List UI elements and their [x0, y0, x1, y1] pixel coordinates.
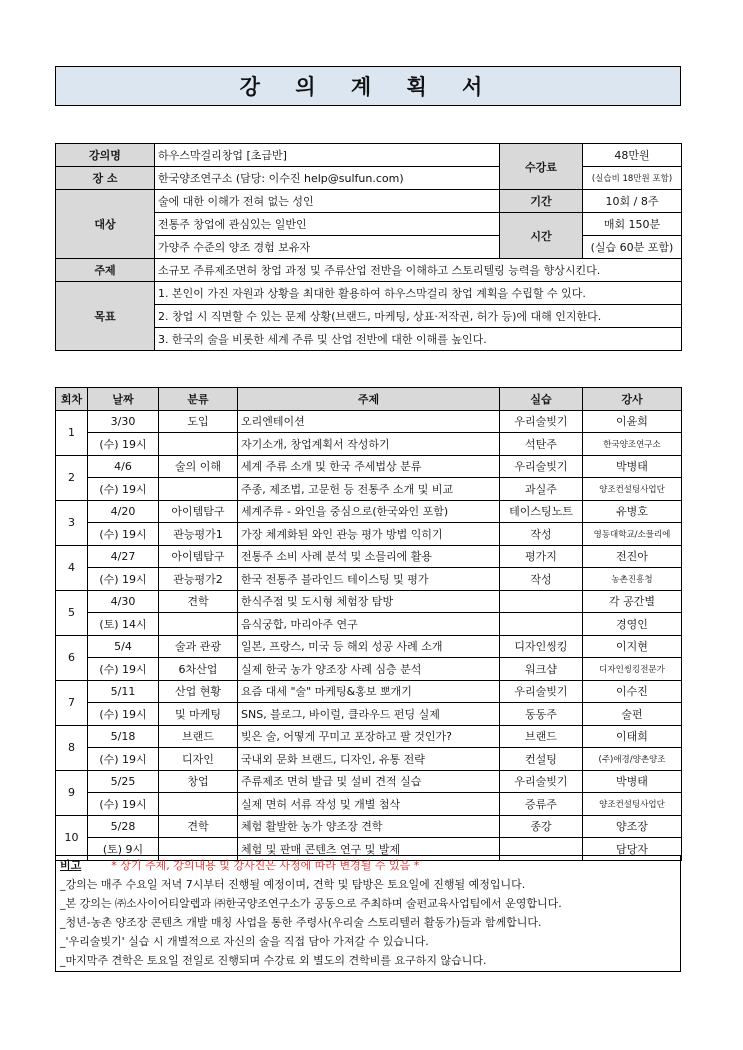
session-time: (수) 19시	[88, 793, 159, 816]
header-lecturer: 강사	[583, 388, 682, 411]
session-practice: 종강	[500, 815, 583, 838]
topic-value: 소규모 주류제조면허 창업 과정 및 주류산업 전반을 이해하고 스토리텔링 능력을 향상시킨다.	[155, 259, 682, 282]
session-category: 견학	[159, 590, 238, 613]
schedule-row	[56, 635, 682, 658]
session-topic: 오리엔테이션	[238, 410, 500, 433]
schedule-row	[56, 793, 682, 816]
session-practice-sub: 동동주	[500, 703, 583, 726]
session-number: 2	[56, 455, 88, 500]
session-topic: 세계 주류 소개 및 한국 주세법상 분류	[238, 455, 500, 478]
session-topic: 일본, 프랑스, 미국 등 해외 성공 사례 소개	[238, 635, 500, 658]
session-category-sub: 6차산업	[159, 658, 238, 681]
session-practice-sub: 과실주	[500, 478, 583, 501]
session-category-sub: 관능평가1	[159, 523, 238, 546]
session-category-sub: 관능평가2	[159, 568, 238, 591]
session-time: (수) 19시	[88, 523, 159, 546]
notes-warning: * 상기 주제, 강의내용 및 강사진은 사정에 따라 변경될 수 있음 *	[111, 859, 420, 872]
note-line: _청년-농촌 양조장 콘텐츠 개발 매칭 사업을 통한 주령사(우리술 스토리텔러 활동가)들과 함께합니다.	[60, 916, 542, 929]
session-lecturer: 유병호	[583, 500, 682, 523]
schedule-row	[56, 815, 682, 838]
note-line: _본 강의는 ㈜소사이어티알렙과 ㈜한국양조연구소가 공동으로 주최하며 술펀교육사업팀에서 운영합니다.	[60, 897, 562, 910]
course-name: 하우스막걸리창업 [초급반]	[155, 144, 500, 167]
session-lecturer: 박병태	[583, 770, 682, 793]
session-affiliation: 담당자	[583, 838, 682, 861]
session-detail: 실제 면허 서류 작성 및 개별 첨삭	[238, 793, 500, 816]
session-time: (수) 19시	[88, 658, 159, 681]
target-label: 대상	[56, 190, 155, 259]
session-practice: 우리술빚기	[500, 680, 583, 703]
session-topic: 요즘 대세 "술" 마케팅&홍보 뽀개기	[238, 680, 500, 703]
session-practice-sub: 증류주	[500, 793, 583, 816]
session-category: 브랜드	[159, 725, 238, 748]
schedule-row	[56, 725, 682, 748]
session-date: 4/30	[88, 590, 159, 613]
session-date: 5/28	[88, 815, 159, 838]
schedule-row	[56, 545, 682, 568]
session-practice: 테이스팅노트	[500, 500, 583, 523]
session-detail: 실제 한국 농가 양조장 사례 심층 분석	[238, 658, 500, 681]
schedule-row	[56, 568, 682, 591]
fee-label: 수강료	[500, 144, 583, 190]
session-affiliation: 디자인씽킹전문가	[583, 658, 682, 681]
course-info-table	[55, 143, 682, 351]
schedule-row	[56, 410, 682, 433]
session-lecturer: 전진아	[583, 545, 682, 568]
header-practice: 실습	[500, 388, 583, 411]
session-topic: 전통주 소비 사례 분석 및 소믈리에 활용	[238, 545, 500, 568]
page-title: 강 의 계 획 서	[55, 66, 681, 106]
session-lecturer: 각 공간별	[583, 590, 682, 613]
target-line: 술에 대한 이해가 전혀 없는 성인	[155, 190, 500, 213]
session-topic: 한식주점 및 도시형 체험장 탐방	[238, 590, 500, 613]
session-date: 5/18	[88, 725, 159, 748]
session-detail: 체험 및 판매 콘텐츠 연구 및 발제	[238, 838, 500, 861]
session-category: 창업	[159, 770, 238, 793]
session-date: 3/30	[88, 410, 159, 433]
session-lecturer: 양조장	[583, 815, 682, 838]
session-detail: 국내외 문화 브랜드, 디자인, 유통 전략	[238, 748, 500, 771]
schedule-row	[56, 433, 682, 456]
session-affiliation: (주)애경/양촌양조	[583, 748, 682, 771]
session-practice	[500, 590, 583, 613]
session-lecturer: 이수진	[583, 680, 682, 703]
session-affiliation: 농촌진흥청	[583, 568, 682, 591]
session-lecturer: 이지현	[583, 635, 682, 658]
period-label: 기간	[500, 190, 583, 213]
session-practice-sub	[500, 613, 583, 636]
session-number: 5	[56, 590, 88, 635]
session-practice-sub: 작성	[500, 523, 583, 546]
schedule-row	[56, 523, 682, 546]
session-lecturer: 이태희	[583, 725, 682, 748]
session-lecturer: 박병태	[583, 455, 682, 478]
session-date: 5/4	[88, 635, 159, 658]
goal-label: 목표	[56, 282, 155, 351]
course-label: 강의명	[56, 144, 155, 167]
schedule-row	[56, 613, 682, 636]
schedule-row	[56, 478, 682, 501]
schedule-row	[56, 500, 682, 523]
header-topic: 주제	[238, 388, 500, 411]
target-line: 전통주 창업에 관심있는 일반인	[155, 213, 500, 236]
session-detail: SNS, 블로그, 바이럴, 클라우드 펀딩 실제	[238, 703, 500, 726]
notes-label: 비고	[60, 859, 82, 872]
session-topic: 빚은 술, 어떻게 꾸미고 포장하고 팔 것인가?	[238, 725, 500, 748]
session-category-sub	[159, 613, 238, 636]
schedule-row	[56, 770, 682, 793]
session-topic: 세계주류 - 와인을 중심으로(한국와인 포함)	[238, 500, 500, 523]
header-date: 날짜	[88, 388, 159, 411]
session-practice: 평가지	[500, 545, 583, 568]
session-number: 10	[56, 815, 88, 860]
session-category-sub	[159, 793, 238, 816]
session-number: 1	[56, 410, 88, 455]
session-practice: 브랜드	[500, 725, 583, 748]
session-category: 아이템탐구	[159, 500, 238, 523]
session-affiliation: 한국양조연구소	[583, 433, 682, 456]
session-category-sub: 및 마케팅	[159, 703, 238, 726]
session-date: 5/11	[88, 680, 159, 703]
topic-label: 주제	[56, 259, 155, 282]
note-line: _'우리술빚기' 실습 시 개별적으로 자신의 술을 직접 담아 가져갈 수 있습니다.	[60, 935, 429, 948]
schedule-row	[56, 455, 682, 478]
session-topic: 체험 활발한 농가 양조장 견학	[238, 815, 500, 838]
session-category-sub	[159, 433, 238, 456]
session-date: 4/27	[88, 545, 159, 568]
session-category-sub: 디자인	[159, 748, 238, 771]
session-detail: 자기소개, 창업계획서 작성하기	[238, 433, 500, 456]
place-label: 장 소	[56, 167, 155, 190]
session-category: 술의 이해	[159, 455, 238, 478]
period-value: 10회 / 8주	[583, 190, 682, 213]
note-line: _마지막주 견학은 토요일 전일로 진행되며 수강료 외 별도의 견학비를 요구하지 않습니다.	[60, 954, 487, 967]
session-affiliation: 경영인	[583, 613, 682, 636]
header-category: 분류	[159, 388, 238, 411]
session-category: 아이템탐구	[159, 545, 238, 568]
session-practice: 우리술빚기	[500, 455, 583, 478]
schedule-row	[56, 590, 682, 613]
goal-line: 1. 본인이 가진 자원과 상황을 최대한 활용하여 하우스막걸리 창업 계획을 수립할 수 있다.	[155, 282, 682, 305]
time-value: 매회 150분	[583, 213, 682, 236]
session-number: 9	[56, 770, 88, 815]
session-number: 3	[56, 500, 88, 545]
schedule-row	[56, 703, 682, 726]
session-category-sub	[159, 478, 238, 501]
session-practice-sub: 작성	[500, 568, 583, 591]
session-time: (수) 19시	[88, 478, 159, 501]
session-number: 4	[56, 545, 88, 590]
session-category: 술과 관광	[159, 635, 238, 658]
session-date: 4/6	[88, 455, 159, 478]
schedule-row	[56, 748, 682, 771]
session-category: 견학	[159, 815, 238, 838]
session-number: 8	[56, 725, 88, 770]
session-practice-sub: 워크샵	[500, 658, 583, 681]
session-category: 산업 현황	[159, 680, 238, 703]
session-practice: 우리술빚기	[500, 410, 583, 433]
session-affiliation: 양조컨설팅사업단	[583, 793, 682, 816]
session-practice: 우리술빚기	[500, 770, 583, 793]
session-affiliation: 영동대학교/소믈리에	[583, 523, 682, 546]
session-time: (수) 19시	[88, 433, 159, 456]
session-practice-sub: 석탄주	[500, 433, 583, 456]
session-date: 4/20	[88, 500, 159, 523]
session-affiliation: 양조컨설팅사업단	[583, 478, 682, 501]
session-detail: 음식궁합, 마리아주 연구	[238, 613, 500, 636]
session-time: (토) 9시	[88, 838, 159, 861]
session-time: (수) 19시	[88, 703, 159, 726]
place-value: 한국양조연구소 (담당: 이수진 help@sulfun.com)	[155, 167, 500, 190]
time-label: 시간	[500, 213, 583, 259]
schedule-table	[55, 387, 682, 861]
session-topic: 주류제조 면허 발급 및 설비 견적 실습	[238, 770, 500, 793]
session-practice: 디자인씽킹	[500, 635, 583, 658]
notes-box	[55, 855, 681, 972]
target-line: 가양주 수준의 양조 경험 보유자	[155, 236, 500, 259]
session-number: 7	[56, 680, 88, 725]
schedule-row	[56, 658, 682, 681]
schedule-row	[56, 680, 682, 703]
fee-note: (실습비 18만원 포함)	[583, 167, 682, 190]
session-lecturer: 이윤희	[583, 410, 682, 433]
session-date: 5/25	[88, 770, 159, 793]
session-time: (토) 14시	[88, 613, 159, 636]
note-line: _강의는 매주 수요일 저녁 7시부터 진행될 예정이며, 견학 및 탐방은 토요일에 진행될 예정입니다.	[60, 878, 526, 891]
goal-line: 3. 한국의 술을 비롯한 세계 주류 및 산업 전반에 대한 이해를 높인다.	[155, 328, 682, 351]
fee-value: 48만원	[583, 144, 682, 167]
goal-line: 2. 창업 시 직면할 수 있는 문제 상황(브랜드, 마케팅, 상표·저작권, 허가 등)에 대해 인지한다.	[155, 305, 682, 328]
session-number: 6	[56, 635, 88, 680]
session-affiliation: 술펀	[583, 703, 682, 726]
header-no: 회차	[56, 388, 88, 411]
session-detail: 가장 체계화된 와인 관능 평가 방법 익히기	[238, 523, 500, 546]
session-time: (수) 19시	[88, 568, 159, 591]
session-detail: 한국 전통주 블라인드 테이스팅 및 평가	[238, 568, 500, 591]
session-detail: 주종, 제조법, 고문헌 등 전통주 소개 및 비교	[238, 478, 500, 501]
session-practice-sub: 컨설팅	[500, 748, 583, 771]
session-category: 도입	[159, 410, 238, 433]
session-time: (수) 19시	[88, 748, 159, 771]
time-note: (실습 60분 포함)	[583, 236, 682, 259]
